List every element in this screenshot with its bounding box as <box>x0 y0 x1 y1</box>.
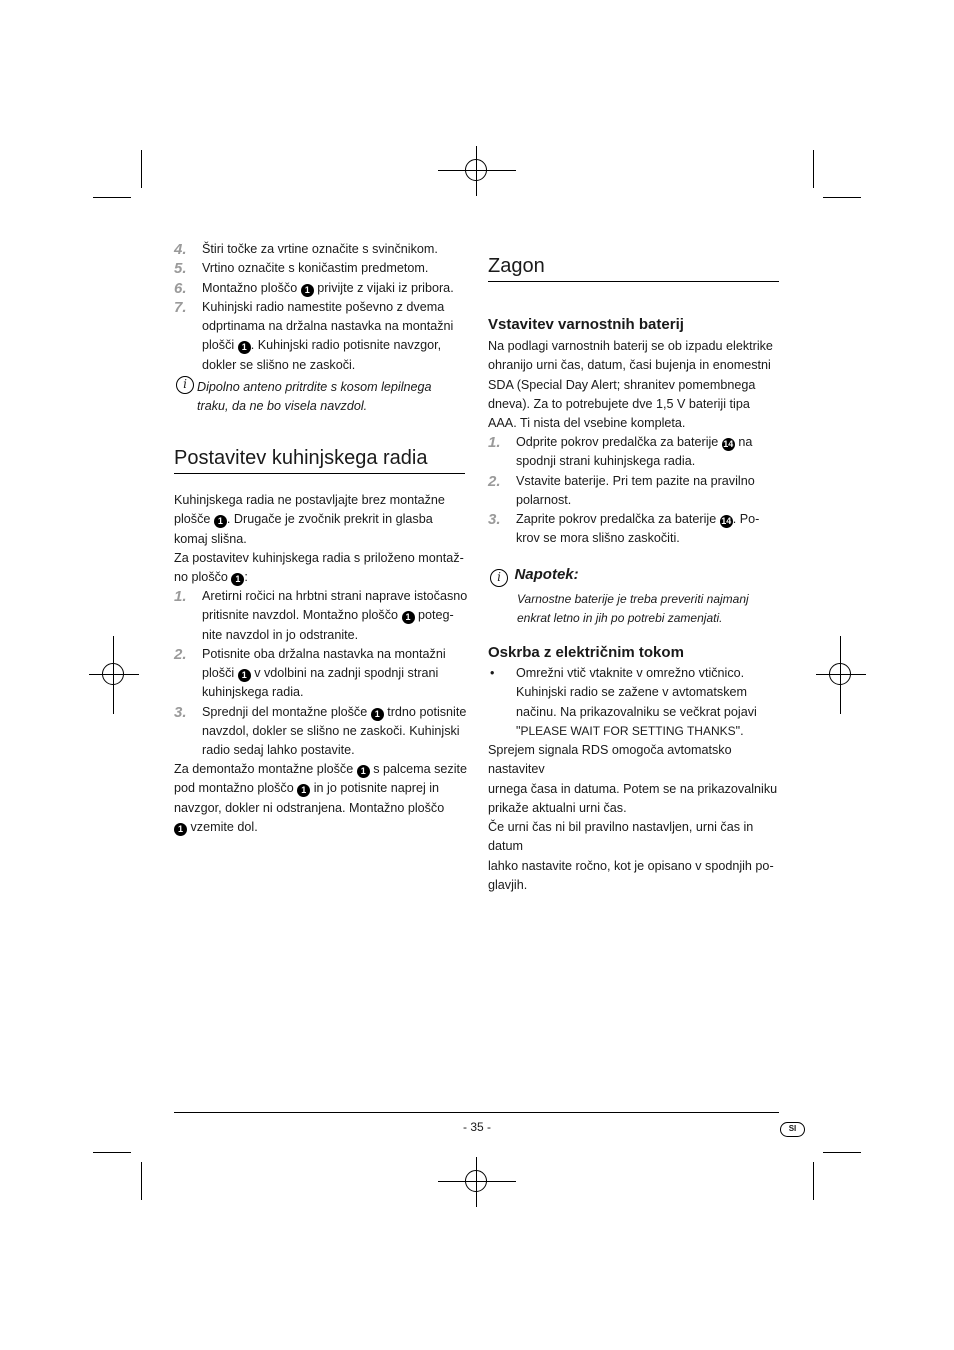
part-ref-marker: 1 <box>357 765 370 778</box>
step-item: 2. Potisnite oba držalna nastavka na montažni plošči 1 v vdolbini na zadnji spodnji strani kuhinjskega radia. <box>174 645 446 700</box>
registration-mark <box>75 636 153 714</box>
part-ref-marker: 1 <box>238 669 251 682</box>
part-ref-marker: 1 <box>402 611 415 624</box>
registration-mark <box>438 1143 516 1221</box>
crop-mark <box>823 1152 861 1153</box>
registration-mark <box>802 636 880 714</box>
intro-paragraph: Kuhinjskega radia ne postavljajte brez montažne plošče 1 . Drugače je zvočnik prekrit in glasba komaj slišna. Za postavitev kuhinjskega radia s priloženo montaž- no ploščo 1 : <box>174 493 464 585</box>
info-icon: i <box>490 569 508 587</box>
step-item: 7. Kuhinjski radio namestite poševno z dvema odprtinama na držalna nastavka na montažni plošči 1 . Kuhinjski radio potisnite navzgor, dokler se slišno ne zaskoči. <box>174 298 454 372</box>
step-item: 3. Zaprite pokrov predalčka za baterije 14 . Po- krov se mora slišno zaskočiti. <box>488 511 760 546</box>
step-item: 5. Vrtino označite s koničastim predmetom. <box>174 260 429 278</box>
part-ref-marker: 1 <box>297 784 310 797</box>
part-ref-marker: 1 <box>301 284 314 297</box>
step-item: 4. Štiri točke za vrtine označite s svinčnikom. <box>174 241 438 258</box>
registration-mark <box>438 132 516 210</box>
part-ref-marker: 1 <box>371 708 384 721</box>
step-item: 1. Aretirni ročici na hrbtni strani naprave istočasno pritisnite navzdol. Montažno ploščo 1 poteg- nite navzdol in jo odstranite. <box>174 588 468 642</box>
part-ref-marker: 14 <box>723 439 734 449</box>
subsection-title: Vstavitev varnostnih baterij <box>488 316 684 333</box>
info-icon: i <box>176 376 194 394</box>
crop-mark <box>141 150 142 188</box>
crop-mark <box>823 197 861 198</box>
crop-mark <box>93 197 131 198</box>
crop-mark <box>93 1152 131 1153</box>
crop-mark <box>141 1162 142 1200</box>
section-title: Postavitev kuhinjskega radia <box>174 447 465 474</box>
crop-mark <box>813 1162 814 1200</box>
battery-paragraph: Na podlagi varnostnih baterij se ob izpadu elektrike ohranijo urni čas, datum, časi bujenja in enomestni SDA (Special Day Alert; shranitev pomembnega dneva). Za to potrebujete dve 1,5 V bateriji tipa AAA. Ti nista del vsebine kompleta. <box>488 339 773 431</box>
section-title: Zagon <box>488 255 779 282</box>
footer-rule <box>174 1112 779 1113</box>
tip-text: Dipolno anteno pritrdite s kosom lepilnega traku, da ne bo visela navzdol. <box>197 380 432 413</box>
part-ref-marker: 1 <box>214 515 227 528</box>
bullet-item: • Omrežni vtič vtaknite v omrežno vtičnico. Kuhinjski radio se zažene v avtomatskem načinu. Na prikazovalniku se večkrat pojavi "PLEASE WAIT FOR SETTING THANKS". <box>490 666 757 738</box>
crop-mark <box>813 150 814 188</box>
step-item: 6. Montažno ploščo 1 privijte z vijaki iz pribora. <box>174 279 454 297</box>
part-ref-marker: 14 <box>721 516 732 527</box>
note-header: i Napotek: <box>490 566 579 587</box>
part-ref-marker: 1 <box>231 573 244 586</box>
rds-paragraph: Sprejem signala RDS omogoča avtomatsko nastavitev urnega časa in datuma. Potem se na prikazovalniku prikaže aktualni urni čas. Če urni čas ni bil pravilno nastavljen, urni čas in datum lahko nastavite ročno, kot je opisano v spodnjih po- glavjih. <box>488 743 778 893</box>
step-item: 3. Sprednji del montažne plošče 1 trdno potisnite navzdol, dokler se slišno ne zaskoči. Kuhinjski radio sedaj lahko postavite. <box>174 703 467 758</box>
note-text: Varnostne baterije je treba preveriti najmanj enkrat letno in jih po potrebi zamenjati. <box>517 592 749 625</box>
tip-note <box>176 375 194 394</box>
part-ref-marker: 1 <box>238 341 251 354</box>
page-number: - 35 - <box>462 1120 491 1134</box>
language-badge: SI <box>780 1122 805 1137</box>
subsection-title: Oskrba z električnim tokom <box>488 644 684 661</box>
step-item: 2. Vstavite baterije. Pri tem pazite na pravilno polarnost. <box>488 472 755 507</box>
outro-paragraph: Za demontažo montažne plošče 1 s palcema sezite pod montažno ploščo 1 in jo potisnite naprej in navzgor, dokler ni odstranjena. Montažno ploščo 1 vzemite dol. <box>174 762 468 834</box>
step-item: 1. Odprite pokrov predalčka za baterije 14 na spodnji strani kuhinjskega radia. <box>488 434 753 469</box>
part-ref-marker: 1 <box>174 823 187 836</box>
